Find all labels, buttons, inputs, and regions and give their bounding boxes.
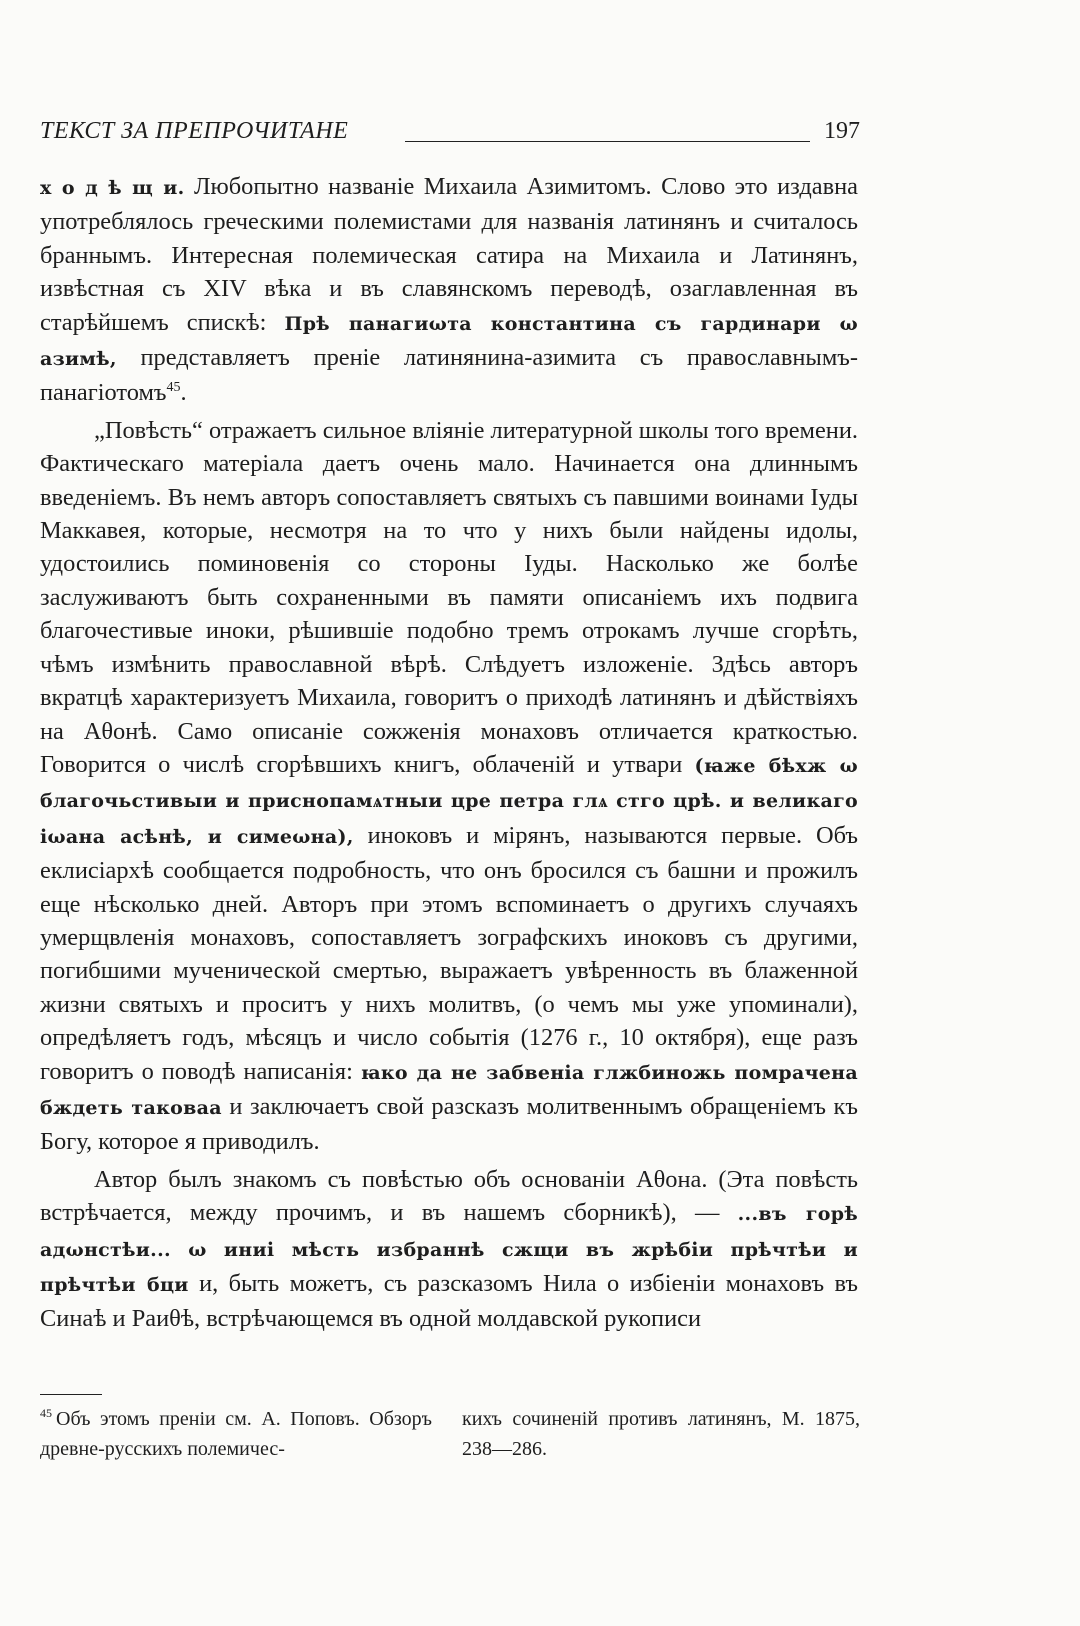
paragraph-text: и заключаетъ свой разсказъ молитвеннымъ обращеніемъ къ Богу, которое я приводилъ. bbox=[40, 1092, 858, 1156]
paragraph-text: Любопытно названіе Михаила Азимитомъ. Слово это издавна употреблялось греческими полемистами для названія латинянъ и считалось браннымъ. Интересная полемическая сатира на Михаила и Латинянъ, извѣстная съ XIV вѣка и въ славянскомъ переводѣ, озаглавленная въ старѣйшемъ спискѣ: bbox=[40, 173, 858, 336]
paragraph-2 bbox=[40, 414, 858, 1159]
paragraph-text: и, быть можетъ, съ разсказомъ Нила о избіеніи монаховъ въ Синаѣ и Раиθѣ, встрѣчающемся въ одной молдавской рукописи bbox=[40, 1270, 858, 1333]
footnote-left-column bbox=[40, 1404, 432, 1464]
church-slavonic-quote: (ꙗже бѣхж ω благочьстивыи и приснопамѧтныи цре петра глѧ стго црѣ. и великаго iωана асѣнѣ, и симеωна), bbox=[40, 754, 858, 848]
paragraph-text: „Повѣсть“ отражаетъ сильное вліяніе литературной школы того времени. Фактическаго матеріала даетъ очень мало. Начинается она длиннымъ введеніемъ. Въ немъ авторъ сопоставляетъ святыхъ съ павшими воинами Іуды Маккавея, которые, несмотря на то что у нихъ были найдены идолы, удостоились поминовенія со стороны Іуды. Насколько же болѣе заслуживаютъ быть сохраненными въ памяти описаніемъ ихъ подвига благочестивые иноки, рѣшившіе подобно тремъ отрокамъ лучше сгорѣть, чѣмъ измѣнить православной вѣрѣ. Слѣдуетъ изложеніе. Здѣсь авторъ вкратцѣ характеризуетъ Михаила, говоритъ о приходѣ латинянъ и дѣйствіяхъ на Аθонѣ. Само описаніе сожженія монаховъ отличается краткостью. Говорится о числѣ сгорѣвшихъ книгъ, облаченій и утвари bbox=[40, 416, 858, 778]
footnote-rule bbox=[40, 1394, 102, 1395]
paragraph-text: Автор былъ знакомъ съ повѣстью объ основаніи Аθона. (Эта повѣсть встрѣчается, между прочимъ, и въ нашемъ сборникѣ), — bbox=[40, 1165, 858, 1227]
paragraph-3 bbox=[40, 1163, 858, 1336]
paragraph-1 bbox=[40, 170, 858, 410]
footnote-right-column bbox=[462, 1404, 860, 1464]
paragraph-text: иноковъ и мірянъ, называются первые. Объ еклисіархѣ сообщается подробность, что онъ бросился съ башни и прожилъ еще нѣсколько дней. Авторъ при этомъ вспоминаетъ о другихъ случаяхъ умерщвленія монаховъ, сопоставляетъ зографскихъ иноковъ съ другими, погибшими мученической смертью, выражаетъ увѣренность въ блаженной жизни святыхъ и проситъ у нихъ молитвъ, (о чемъ мы уже упоминали), опредѣляетъ годъ, мѣсяцъ и число событія (1276 г., 10 октября), еще разъ говоритъ о поводѣ написанія: bbox=[40, 821, 858, 1085]
page-header bbox=[40, 118, 860, 148]
church-slavonic-quote: ꙗко да не забвенiа глжбиножь помрачена бждеть таковаа bbox=[40, 1061, 859, 1119]
footnote-text: кихъ сочиненій противъ латинянъ, М. 1875, 238—286. bbox=[462, 1408, 860, 1460]
church-slavonic-quote: ...въ горѣ адωнстѣи... ω иниі мѣсть избраннѣ сжщи въ жрѣбiи прѣчтѣи и прѣчтѣи бци bbox=[40, 1203, 858, 1296]
footnote-mark: 45 bbox=[40, 1406, 52, 1421]
running-title: ТЕКСТ ЗА ПРЕПРОЧИТАНЕ bbox=[40, 118, 349, 144]
footnote-text: Объ этомъ преніи см. А. Поповъ. Обзоръ древне-русскихъ полемичес- bbox=[40, 1408, 432, 1460]
church-slavonic-quote: х о д ѣ щ и. bbox=[40, 177, 185, 199]
page-number: 197 bbox=[824, 118, 860, 144]
footnote-reference: 45 bbox=[166, 380, 181, 396]
paragraph-text: . bbox=[180, 379, 187, 407]
church-slavonic-quote: Прѣ панагиωта константина съ гардинари ω азимѣ, bbox=[40, 312, 858, 371]
paragraph-text: представляетъ преніе латинянина-азимита съ православнымъ-панагіотомъ bbox=[40, 344, 858, 407]
body-text bbox=[40, 170, 858, 1336]
header-rule bbox=[405, 141, 810, 142]
